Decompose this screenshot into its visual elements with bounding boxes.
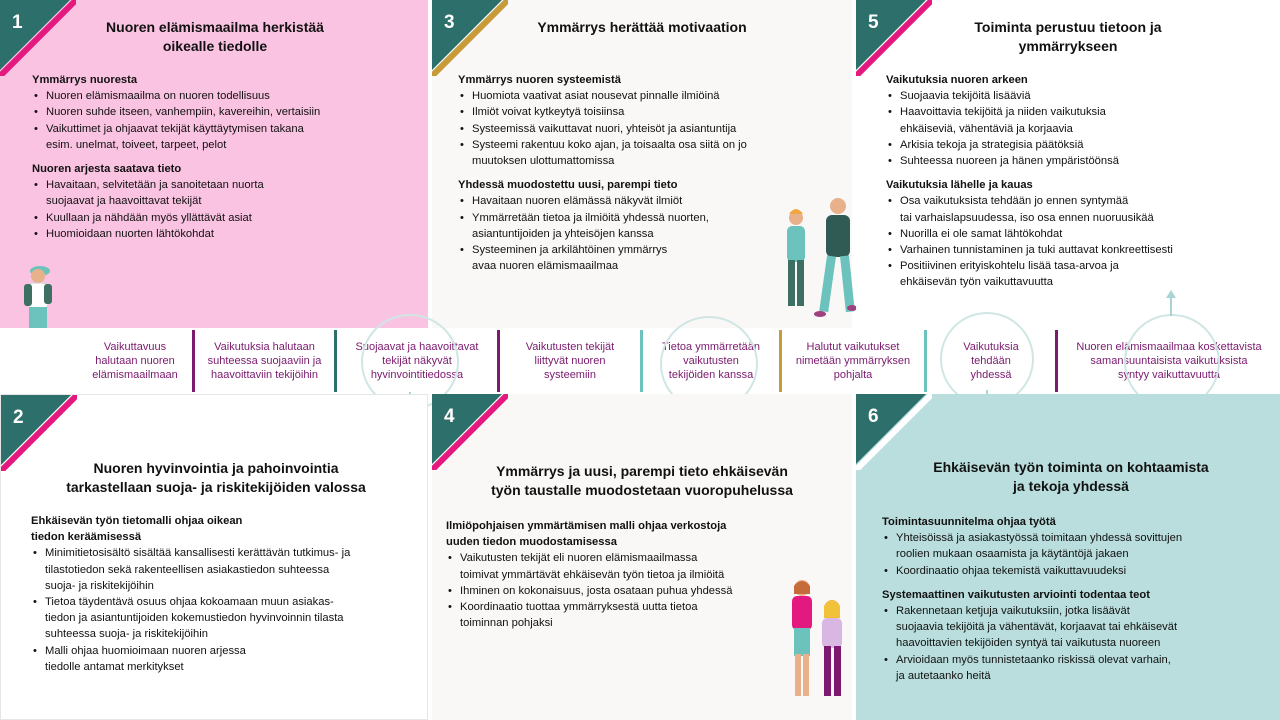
text-line: samansuuntaisista vaikutuksista bbox=[1090, 355, 1248, 367]
list-item bbox=[882, 603, 1277, 652]
list-item-line: avaa nuoren elämismaailmaa bbox=[472, 260, 619, 273]
list-item-line: • Systeemi rakentuu koko ajan, ja toisaalta osa siitä on jo bbox=[472, 138, 747, 151]
list-item-line: • Positiivinen erityiskohtelu lisää tasa-arvoa ja bbox=[900, 260, 1119, 273]
list-item-line: muutoksen ulottumattomissa bbox=[472, 155, 615, 168]
text-line: Vaikutuksia halutaan bbox=[214, 341, 315, 353]
list-item-line: • Suojaavia tekijöitä lisääviä bbox=[900, 90, 1031, 103]
panel-number: 4 bbox=[444, 406, 455, 427]
list-item bbox=[31, 545, 423, 594]
text-line: Suojaavat ja haavoittavat bbox=[355, 341, 479, 353]
list-item-line: ehkäiseviä, vähentäviä ja korjaavia bbox=[900, 122, 1073, 135]
content-section bbox=[31, 513, 423, 675]
section-heading: Yhdessä muodostettu uusi, parempi tieto bbox=[458, 179, 678, 192]
list-item-line: tilastotiedon sekä rakenteellisen asiakastiedon suhteessa bbox=[45, 563, 330, 576]
list-item bbox=[446, 599, 796, 631]
list-item-line: • Malli ohjaa huomioimaan nuoren arjessa bbox=[45, 644, 246, 657]
text-line: hyvinvointitiedossa bbox=[370, 369, 464, 381]
list-item bbox=[886, 193, 1276, 225]
text-line: tehdään bbox=[971, 355, 1011, 367]
bullet-list bbox=[886, 193, 1276, 290]
list-item-line: • Ilmiöt voivat kytkeytyä toisiinsa bbox=[472, 106, 625, 119]
section-heading: Ymmärrys nuoresta bbox=[32, 74, 138, 86]
list-item-line: • Nuoren elämismaailma on nuoren todellisuus bbox=[46, 90, 270, 103]
bullet-list bbox=[32, 177, 422, 242]
text-line: Ymmärrys ja uusi, parempi tieto ehkäisevän bbox=[496, 463, 788, 479]
panel-title bbox=[41, 459, 391, 497]
list-item-line: esim. unelmat, toiveet, tarpeet, pelot bbox=[46, 138, 227, 151]
list-item-line: roolien mukaan osaamista ja käytäntöjä jakaen bbox=[896, 548, 1129, 561]
panel-content bbox=[446, 518, 796, 639]
panel-number: 5 bbox=[868, 12, 879, 33]
bullet-list bbox=[446, 550, 796, 631]
bullet-list bbox=[458, 88, 843, 169]
panel-1 bbox=[0, 0, 428, 328]
section-heading: Ehkäisevän työn tietomalli ohjaa oikean bbox=[31, 515, 243, 527]
panel-number: 6 bbox=[868, 406, 879, 427]
arrow-up bbox=[1170, 298, 1172, 316]
list-item-line: asiantuntijoiden ja yhteisöjen kanssa bbox=[472, 227, 654, 240]
list-item-line: toimivat ymmärtävät ehkäisevän työn tietoa ja ilmiöitä bbox=[460, 568, 725, 581]
text-line: tekijät näkyvät bbox=[382, 355, 452, 367]
list-item bbox=[32, 104, 422, 120]
list-item-line: • Osa vaikutuksista tehdään jo ennen syntymää bbox=[900, 195, 1129, 208]
panel-title bbox=[492, 18, 792, 37]
content-section bbox=[882, 514, 1277, 579]
text-line: ja tekoja yhdessä bbox=[1013, 478, 1129, 494]
text-line: Nuoren hyvinvointia ja pahoinvointia bbox=[93, 460, 339, 476]
section-heading: Vaikutuksia lähelle ja kauas bbox=[886, 179, 1033, 192]
arrow-head-up bbox=[1166, 290, 1176, 298]
text-line: nimetään ymmärryksen bbox=[795, 355, 911, 367]
bullet-list bbox=[31, 545, 423, 675]
list-item-line: • Huomioidaan nuorten lähtökohdat bbox=[46, 227, 214, 240]
section-heading: Vaikutuksia nuoren arkeen bbox=[886, 74, 1028, 86]
text-line: Ymmärrys herättää motivaation bbox=[537, 19, 747, 35]
content-section bbox=[882, 587, 1277, 684]
list-item-line: • Nuoren suhde itseen, vanhempiin, kavereihin, vertaisiin bbox=[46, 106, 321, 119]
list-item-line: • Kuullaan ja nähdään myös yllättävät asiat bbox=[46, 211, 252, 224]
list-item-line: • Rakennetaan ketjuja vaikutuksiin, jotka lisäävät bbox=[896, 605, 1130, 618]
bullet-list bbox=[32, 88, 422, 153]
panel-6 bbox=[856, 394, 1280, 720]
text-line: Tietoa ymmärretään bbox=[661, 341, 761, 353]
bullet-list bbox=[882, 530, 1277, 579]
list-item-line: • Koordinaatio ohjaa tekemistä vaikuttavuudeksi bbox=[896, 564, 1127, 577]
list-item bbox=[32, 226, 422, 242]
list-item-line: • Varhainen tunnistaminen ja tuki auttavat konkreettisesti bbox=[900, 244, 1173, 257]
section-heading: Systemaattinen vaikutusten arviointi todentaa teot bbox=[882, 588, 1150, 601]
text-line: Vaikutuksia bbox=[963, 341, 1019, 353]
list-item-line: • Koordinaatio tuottaa ymmärryksestä uutta tietoa bbox=[460, 601, 698, 614]
panel-content bbox=[882, 514, 1277, 692]
list-item bbox=[882, 652, 1277, 684]
list-item-line: • Havaitaan nuoren elämässä näkyvät ilmiöt bbox=[472, 195, 683, 208]
list-item-line: • Systeeminen ja arkilähtöinen ymmärrys bbox=[472, 244, 668, 257]
band-step-6 bbox=[782, 328, 924, 394]
list-item-line: • Haavoittavia tekijöitä ja niiden vaikutuksia bbox=[900, 106, 1106, 119]
text-line: Nuoren elämismaailma herkistää bbox=[106, 19, 324, 35]
section-heading: Ilmiöpohjaisen ymmärtämisen malli ohjaa verkostoja bbox=[446, 520, 727, 532]
list-item bbox=[886, 258, 1276, 290]
content-section bbox=[886, 177, 1276, 290]
list-item bbox=[31, 594, 423, 643]
section-heading: uuden tiedon muodostamisessa bbox=[446, 536, 617, 549]
list-item-line: • Minimitietosisältö sisältää kansallisesti kerättävän tutkimus- ja bbox=[45, 547, 351, 560]
text-line: pohjalta bbox=[833, 369, 873, 381]
list-item bbox=[458, 121, 843, 137]
list-item-line: • Huomiota vaativat asiat nousevat pinnalle ilmiöinä bbox=[472, 90, 720, 103]
panel-number: 3 bbox=[444, 12, 455, 33]
panel-5 bbox=[856, 0, 1280, 328]
panel-title bbox=[901, 458, 1241, 496]
list-item-line: • Systeemissä vaikuttavat nuori, yhteisöt ja asiantuntija bbox=[472, 122, 737, 135]
list-item-line: • Arvioidaan myös tunnistetaanko riskissä olevat varhain, bbox=[896, 653, 1171, 666]
content-section bbox=[32, 72, 422, 153]
panel-title bbox=[472, 462, 812, 500]
list-item-line: • Yhteisöissä ja asiakastyössä toimitaan yhdessä sovittujen bbox=[896, 532, 1183, 545]
list-item-line: tai varhaislapsuudessa, iso osa ennen nuoruusikää bbox=[900, 211, 1154, 224]
list-item bbox=[886, 242, 1276, 258]
list-item bbox=[886, 226, 1276, 242]
text-line: haavoittaviin tekijöihin bbox=[210, 369, 318, 381]
band-step-1 bbox=[78, 328, 192, 394]
list-item-line: suhteessa suoja- ja riskitekijöihin bbox=[45, 628, 208, 641]
walking-girls-illustration bbox=[784, 578, 852, 704]
list-item-line: • Arkisia tekoja ja strategisia päätöksiä bbox=[900, 138, 1084, 151]
list-item-line: ja autetaanko heitä bbox=[896, 669, 991, 682]
walking-pair-illustration bbox=[772, 196, 856, 320]
text-line: suhteessa suojaaviin ja bbox=[207, 355, 322, 367]
text-line: tarkastellaan suoja- ja riskitekijöiden valossa bbox=[66, 479, 366, 495]
text-line: tekijöiden kanssa bbox=[668, 369, 754, 381]
text-line: halutaan nuoren bbox=[95, 355, 175, 367]
list-item-line: • Suhteessa nuoreen ja hänen ympäristöönsä bbox=[900, 155, 1119, 168]
list-item-line: suojaavia tekijöitä ja vähentävät, korjaavat tai ehkäisevät bbox=[896, 621, 1178, 634]
list-item bbox=[32, 177, 422, 209]
panel-2 bbox=[0, 394, 428, 720]
list-item bbox=[882, 530, 1277, 562]
panel-content bbox=[32, 72, 422, 250]
text-line: Vaikuttavuus bbox=[103, 341, 167, 353]
person-illustration bbox=[8, 262, 68, 328]
panel-number: 2 bbox=[13, 407, 24, 428]
text-line: syntyy vaikuttavuutta bbox=[1117, 369, 1221, 381]
list-item bbox=[458, 88, 843, 104]
process-band bbox=[0, 328, 1280, 394]
band-step-4 bbox=[500, 328, 640, 394]
list-item bbox=[32, 121, 422, 153]
band-step-2 bbox=[195, 328, 334, 394]
content-section bbox=[458, 72, 843, 169]
text-line: Nuoren elämismaailmaa koskettavista bbox=[1076, 341, 1262, 353]
bullet-list bbox=[886, 88, 1276, 169]
section-heading: Ymmärrys nuoren systeemistä bbox=[458, 74, 621, 86]
list-item bbox=[458, 137, 843, 169]
list-item-line: • Tietoa täydentävä osuus ohjaa kokoamaan muun asiakas- bbox=[45, 596, 334, 609]
text-line: ymmärrykseen bbox=[1018, 38, 1118, 54]
panel-title bbox=[50, 18, 380, 56]
list-item-line: toiminnan pohjaksi bbox=[460, 617, 553, 630]
text-line: liittyvät nuoren bbox=[534, 355, 606, 367]
bullet-list bbox=[882, 603, 1277, 684]
list-item-line: tiedolle antamat merkitykset bbox=[45, 660, 184, 673]
list-item-line: tiedon ja asiantuntijoiden kokemustiedon hyvinvoinnin tilasta bbox=[45, 612, 344, 625]
panel-content bbox=[886, 72, 1276, 299]
list-item bbox=[886, 137, 1276, 153]
list-item bbox=[31, 643, 423, 675]
text-line: Vaikutusten tekijät bbox=[525, 341, 615, 353]
list-item bbox=[882, 563, 1277, 579]
section-heading: Toimintasuunnitelma ohjaa työtä bbox=[882, 516, 1056, 528]
panel-content bbox=[31, 513, 423, 683]
content-section bbox=[32, 161, 422, 242]
list-item-line: • Ymmärretään tietoa ja ilmiöitä yhdessä nuorten, bbox=[472, 211, 709, 224]
list-item bbox=[32, 88, 422, 104]
panel-title bbox=[918, 18, 1218, 56]
text-line: vaikutusten bbox=[683, 355, 739, 367]
list-item-line: haavoittavien tekijöiden syntyä tai vaikutusta nuoreen bbox=[896, 637, 1161, 650]
list-item bbox=[446, 550, 796, 582]
section-heading: Nuoren arjesta saatava tieto bbox=[32, 163, 182, 176]
content-section bbox=[446, 518, 796, 631]
list-item-line: • Ihminen on kokonaisuus, josta osataan puhua yhdessä bbox=[460, 584, 733, 597]
section-heading: tiedon keräämisessä bbox=[31, 531, 142, 544]
list-item bbox=[886, 88, 1276, 104]
list-item bbox=[886, 104, 1276, 136]
text-line: oikealle tiedolle bbox=[162, 38, 268, 54]
list-item-line: • Havaitaan, selvitetään ja sanoitetaan nuorta bbox=[46, 179, 264, 192]
list-item bbox=[32, 210, 422, 226]
list-item-line: ehkäisevän työn vaikuttavuutta bbox=[900, 276, 1053, 289]
text-line: Ehkäisevän työn toiminta on kohtaamista bbox=[933, 459, 1209, 475]
list-item-line: suojaavat ja haavoittavat tekijät bbox=[46, 195, 202, 208]
text-line: systeemiin bbox=[544, 369, 596, 381]
text-line: Halutut vaikutukset bbox=[806, 341, 900, 353]
panel-number: 1 bbox=[12, 12, 23, 33]
content-section bbox=[886, 72, 1276, 169]
text-line: työn taustalle muodostetaan vuoropuhelussa bbox=[491, 482, 793, 498]
list-item-line: • Vaikuttimet ja ohjaavat tekijät käyttäytymisen takana bbox=[46, 122, 304, 135]
text-line: yhdessä bbox=[970, 369, 1012, 381]
text-line: elämismaailmaan bbox=[92, 369, 178, 381]
list-item-line: suoja- ja riskitekijöihin bbox=[45, 579, 154, 592]
panel-4 bbox=[432, 394, 852, 720]
list-item-line: • Vaikutusten tekijät eli nuoren elämismaailmassa bbox=[460, 552, 698, 565]
text-line: Toiminta perustuu tietoon ja bbox=[974, 19, 1162, 35]
list-item bbox=[886, 153, 1276, 169]
list-item-line: • Nuorilla ei ole samat lähtökohdat bbox=[900, 227, 1063, 240]
list-item bbox=[446, 583, 796, 599]
list-item bbox=[458, 104, 843, 120]
